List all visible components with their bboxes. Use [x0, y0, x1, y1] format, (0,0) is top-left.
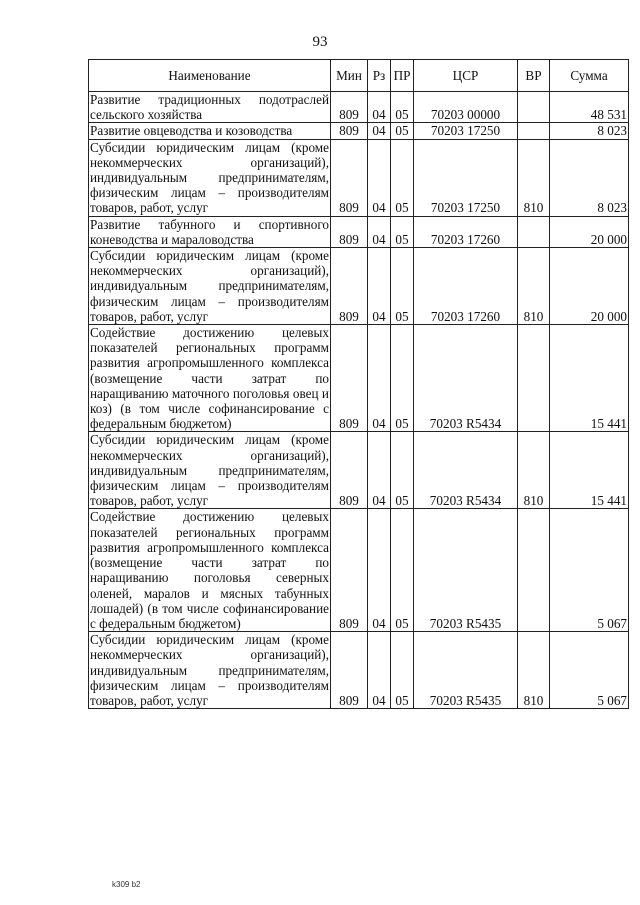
- row-pr: 05: [391, 216, 414, 247]
- row-min: 809: [331, 632, 368, 709]
- row-vr: [518, 92, 550, 123]
- row-name: Субсидии юридическим лицам (кроме некоммерческих организаций), индивидуальным предпринимателям, физическим лицам – производителям товаров, работ, услуг: [90, 139, 329, 216]
- row-pr: 05: [391, 92, 414, 123]
- table-row: [89, 325, 629, 432]
- row-name: Содействие достижению целевых показателей региональных программ развития агропромышленного комплекса (возмещение части затрат по наращиванию маточного поголовья овец и коз) (в том числе софинансирование с федеральным бюджетом): [90, 325, 329, 432]
- row-csr: 70203 17260: [414, 216, 518, 247]
- row-vr: 810: [518, 632, 550, 709]
- table-row: [89, 123, 629, 139]
- table-row: [89, 248, 629, 325]
- row-min: 809: [331, 509, 368, 632]
- row-min: 809: [331, 325, 368, 432]
- document-footer-code: k309 b2: [112, 880, 141, 889]
- row-vr: [518, 123, 550, 139]
- table-row: [89, 92, 629, 123]
- row-pr: 05: [391, 248, 414, 325]
- row-vr: 810: [518, 139, 550, 216]
- row-min: 809: [331, 248, 368, 325]
- row-name: Развитие табунного и спортивного коневодства и мараловодства: [90, 216, 329, 247]
- row-sum: 5 067: [550, 509, 629, 632]
- row-vr: [518, 509, 550, 632]
- row-name: Субсидии юридическим лицам (кроме некоммерческих организаций), индивидуальным предпринимателям, физическим лицам – производителям товаров, работ, услуг: [90, 632, 329, 708]
- row-min: 809: [331, 92, 368, 123]
- row-csr: 70203 R5435: [414, 509, 518, 632]
- row-pr: 05: [391, 123, 414, 139]
- row-sum: 15 441: [550, 432, 629, 509]
- row-pr: 05: [391, 325, 414, 432]
- row-vr: 810: [518, 432, 550, 509]
- table-header-row: [89, 60, 629, 92]
- table-row: [89, 216, 629, 247]
- table-row: [89, 139, 629, 216]
- row-name: Развитие овцеводства и козоводства: [89, 123, 331, 139]
- header-csr: ЦСР: [414, 60, 518, 92]
- row-sum: 20 000: [550, 248, 629, 325]
- row-rz: 04: [368, 432, 391, 509]
- row-rz: 04: [368, 139, 391, 216]
- row-min: 809: [331, 216, 368, 247]
- row-vr: [518, 325, 550, 432]
- row-rz: 04: [368, 632, 391, 709]
- row-sum: 8 023: [550, 139, 629, 216]
- header-rz: Рз: [368, 60, 391, 92]
- budget-table: [88, 59, 629, 709]
- row-rz: 04: [368, 92, 391, 123]
- row-rz: 04: [368, 216, 391, 247]
- row-vr: 810: [518, 248, 550, 325]
- page-number: 93: [312, 34, 328, 50]
- row-rz: 04: [368, 123, 391, 139]
- table-row: [89, 509, 629, 632]
- row-sum: 8 023: [550, 123, 629, 139]
- header-pr: ПР: [391, 60, 414, 92]
- row-sum: 20 000: [550, 216, 629, 247]
- row-rz: 04: [368, 325, 391, 432]
- row-rz: 04: [368, 509, 391, 632]
- row-csr: 70203 00000: [414, 92, 518, 123]
- table-row: [89, 632, 629, 709]
- row-pr: 05: [391, 432, 414, 509]
- row-rz: 04: [368, 248, 391, 325]
- row-csr: 70203 R5434: [414, 432, 518, 509]
- row-min: 809: [331, 432, 368, 509]
- row-name: Субсидии юридическим лицам (кроме некоммерческих организаций), индивидуальным предпринимателям, физическим лицам – производителям товаров, работ, услуг: [90, 432, 329, 509]
- row-min: 809: [331, 123, 368, 139]
- row-pr: 05: [391, 139, 414, 216]
- header-vr: ВР: [518, 60, 550, 92]
- row-sum: 5 067: [550, 632, 629, 709]
- row-csr: 70203 17260: [414, 248, 518, 325]
- row-name: Развитие традиционных подотраслей сельского хозяйства: [90, 92, 329, 123]
- row-pr: 05: [391, 632, 414, 709]
- header-name: Наименование: [89, 60, 331, 92]
- row-csr: 70203 R5435: [414, 632, 518, 709]
- table-row: [89, 432, 629, 509]
- row-csr: 70203 17250: [414, 139, 518, 216]
- header-sum: Сумма: [550, 60, 629, 92]
- header-min: Мин: [331, 60, 368, 92]
- row-name: Содействие достижению целевых показателей региональных программ развития агропромышленного комплекса (возмещение части затрат по наращиванию поголовья северных оленей, маралов и мясных табунных лошадей) (в том числе софинансирование с федеральным бюджетом): [90, 509, 329, 631]
- row-vr: [518, 216, 550, 247]
- row-csr: 70203 17250: [414, 123, 518, 139]
- row-min: 809: [331, 139, 368, 216]
- row-csr: 70203 R5434: [414, 325, 518, 432]
- row-sum: 15 441: [550, 325, 629, 432]
- row-sum: 48 531: [550, 92, 629, 123]
- row-name: Субсидии юридическим лицам (кроме некоммерческих организаций), индивидуальным предпринимателям, физическим лицам – производителям товаров, работ, услуг: [90, 248, 329, 324]
- row-pr: 05: [391, 509, 414, 632]
